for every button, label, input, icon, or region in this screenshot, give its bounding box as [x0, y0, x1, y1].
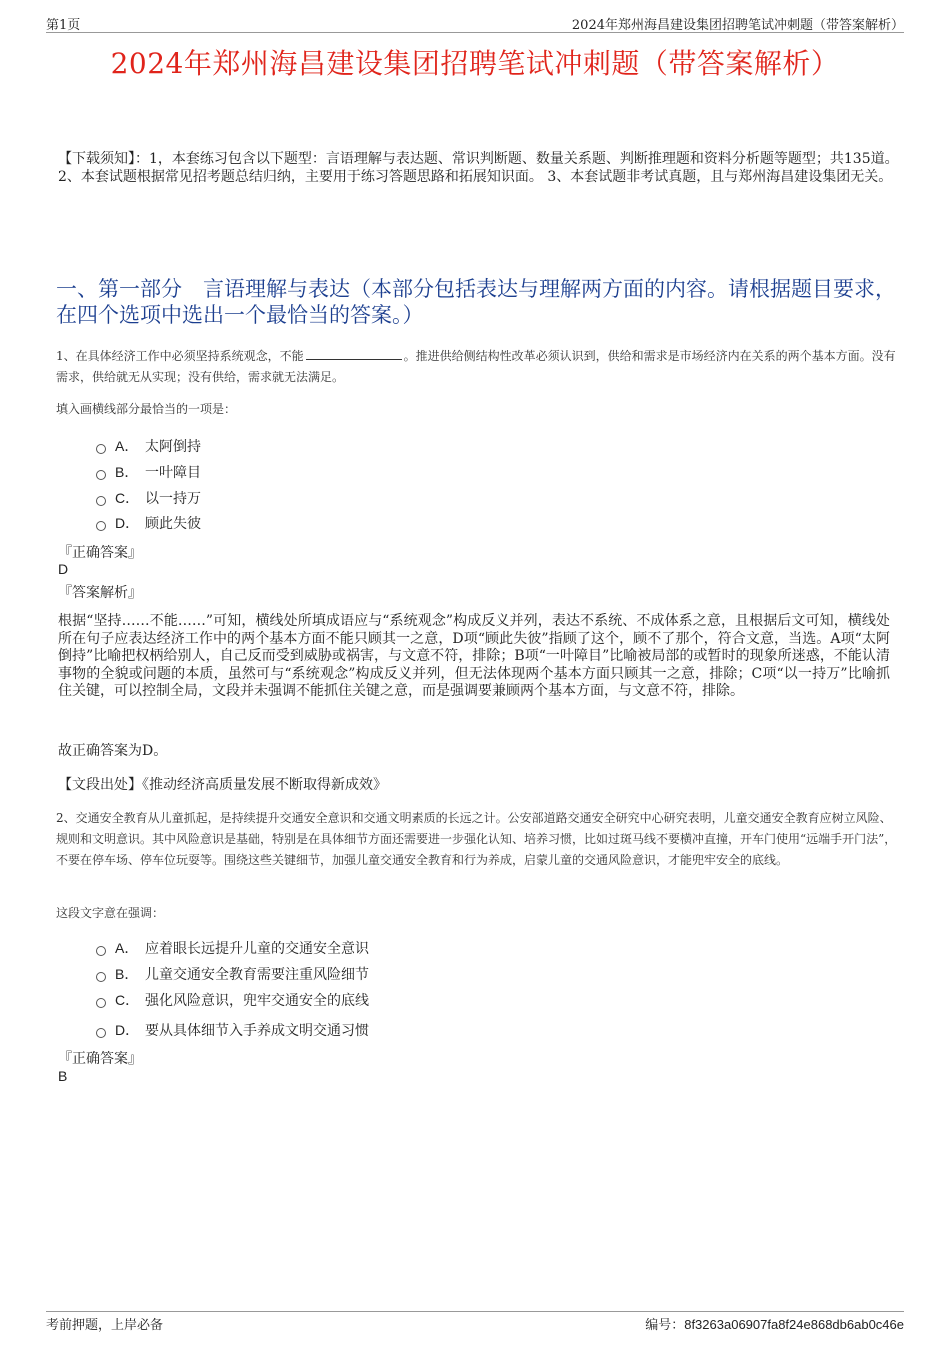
footer-code-label: 编号： — [645, 1318, 685, 1333]
radio-icon[interactable] — [96, 972, 106, 982]
question-2-option-a[interactable] — [96, 938, 369, 958]
correct-answer-label: 『正确答案』 — [58, 545, 142, 561]
footer-code-value: 8f3263a06907fa8f24e868db6ab0c46e — [684, 1317, 904, 1332]
radio-icon[interactable] — [96, 946, 106, 956]
question-1-option-b[interactable] — [96, 462, 201, 482]
question-1-option-a[interactable] — [96, 436, 201, 456]
passage-source: 【文段出处】《推动经济高质量发展不断取得新成效》 — [58, 777, 387, 793]
correct-answer-2: B — [58, 1068, 68, 1084]
option-text: 儿童交通安全教育需要注重风险细节 — [145, 967, 369, 983]
header-divider — [46, 32, 904, 33]
question-1-option-d[interactable] — [96, 513, 201, 533]
header-doc-title: 2024年郑州海昌建设集团招聘笔试冲刺题（带答案解析） — [571, 18, 904, 33]
question-1-prompt: 填入画横线部分最恰当的一项是： — [56, 402, 237, 416]
option-text: 顾此失彼 — [145, 516, 201, 532]
radio-icon[interactable] — [96, 444, 106, 454]
radio-icon[interactable] — [96, 1028, 106, 1038]
fill-blank — [306, 349, 402, 360]
question-2-option-b[interactable] — [96, 964, 369, 984]
option-text: 强化风险意识，兜牢交通安全的底线 — [145, 993, 369, 1009]
question-1-text — [56, 346, 902, 388]
option-letter: D． — [115, 1022, 140, 1038]
question-1-text-after: 。推进供给侧结构性改革必须认识到，供给和需求是市场经济内在关系的两个基本方面。没有需求，供给就无从实现；没有供给，需求就无法满足。 — [56, 349, 896, 384]
radio-icon[interactable] — [96, 521, 106, 531]
option-letter: C． — [115, 490, 140, 506]
option-text: 太阿倒持 — [145, 439, 201, 455]
option-text: 以一持万 — [145, 491, 201, 507]
answer-conclusion: 故正确答案为D。 — [58, 743, 168, 759]
answer-analysis: 根据“坚持……不能……”可知，横线处所填成语应与“系统观念”构成反义并列，表达不系统、不成体系之意，且根据后文可知，横线处所在句子应表达经济工作中的两个基本方面不能只顾其一之意，D项“顾此失彼”指顾了这个，顾不了那个，符合文意，当选。A项“太阿倒持”比喻把权柄给别人，自己反而受到威胁或祸害，与文意不符，排除；B项“一叶障目”比喻被局部的或暂时的现象所迷惑，不能认清事物的全貌或问题的本质，虽然可与“系统观念”构成反义并列，但无法体现两个基本方面只顾其一之意，排除；C项“以一持万”比喻抓住关键，可以控制全局，文段并未强调不能抓住关键之意，而是强调要兼顾两个基本方面，与文意不符，排除。 — [58, 613, 890, 699]
radio-icon[interactable] — [96, 470, 106, 480]
footer-divider — [46, 1311, 904, 1312]
radio-icon[interactable] — [96, 998, 106, 1008]
option-letter: B． — [115, 966, 139, 982]
page-title: 2024年郑州海昌建设集团招聘笔试冲刺题（带答案解析） — [110, 47, 840, 80]
download-notice: 【下载须知】：1，本套练习包含以下题型：言语理解与表达题、常识判断题、数量关系题、判断推理题和资料分析题等题型；共135道。 2、本套试题根据常见招考题总结归纳，主要用于练习答题思路和拓展知识面。 3、本套试题非考试真题，且与郑州海昌建设集团无关。 — [58, 151, 899, 185]
correct-answer-label-2: 『正确答案』 — [58, 1051, 142, 1067]
question-1-option-c[interactable] — [96, 488, 201, 508]
footer-slogan: 考前押题，上岸必备 — [46, 1318, 164, 1333]
option-text: 应着眼长远提升儿童的交通安全意识 — [145, 941, 369, 957]
option-letter: A． — [115, 438, 139, 454]
header-page-number: 第1页 — [46, 18, 81, 33]
option-text: 要从具体细节入手养成文明交通习惯 — [145, 1023, 369, 1039]
option-letter: A． — [115, 940, 139, 956]
question-2-text: 2、交通安全教育从儿童抓起，是持续提升交通安全意识和交通文明素质的长远之计。公安部道路交通安全研究中心研究表明，儿童交通安全教育应树立风险、规则和文明意识。其中风险意识是基础，特别是在具体细节方面还需要进一步强化认知、培养习惯，比如过斑马线不要横冲直撞，开车门使用“远端手开门法”，不要在停车场、停车位玩耍等。围绕这些关键细节，加强儿童交通安全教育和行为养成，启蒙儿童的交通风险意识，才能兜牢安全的底线。 — [56, 811, 897, 867]
question-1-text-before: 1、在具体经济工作中必须坚持系统观念，不能 — [56, 349, 304, 363]
option-letter: C． — [115, 992, 140, 1008]
option-letter: B． — [115, 464, 139, 480]
option-letter: D． — [115, 515, 140, 531]
analysis-label: 『答案解析』 — [58, 585, 142, 601]
question-2-option-c[interactable] — [96, 990, 369, 1010]
footer-code — [645, 1314, 904, 1333]
option-text: 一叶障目 — [145, 465, 201, 481]
section-heading: 一、第一部分 言语理解与表达（本部分包括表达与理解两方面的内容。请根据题目要求，在四个选项中选出一个最恰当的答案。） — [56, 277, 896, 327]
question-2-option-d[interactable] — [96, 1020, 369, 1040]
question-2-prompt: 这段文字意在强调： — [56, 906, 165, 920]
radio-icon[interactable] — [96, 496, 106, 506]
correct-answer: D — [58, 561, 69, 577]
